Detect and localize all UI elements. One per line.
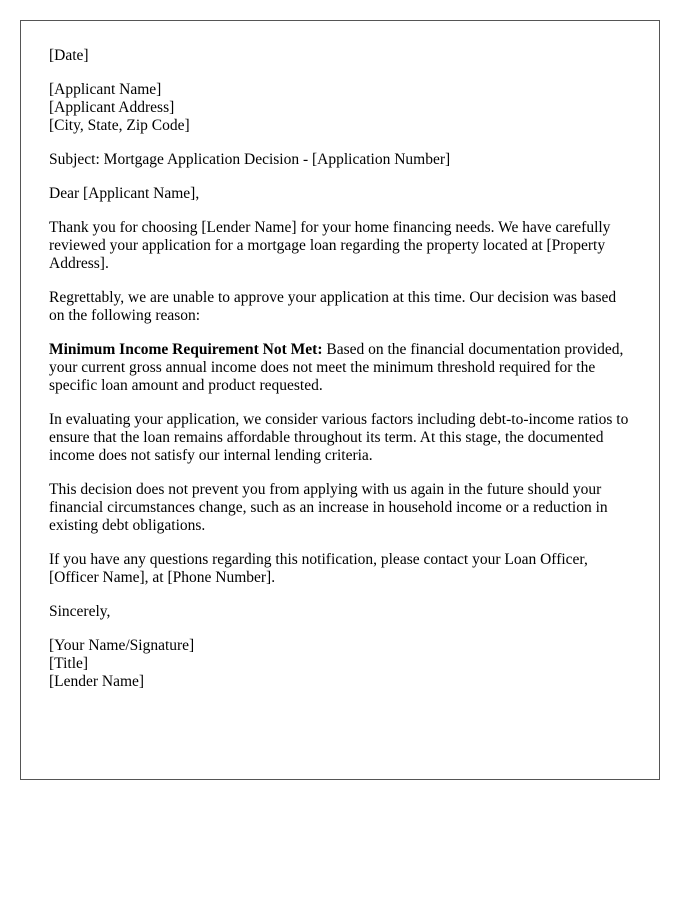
letter-date: [Date] xyxy=(49,47,89,64)
letter-subject: Subject: Mortgage Application Decision - [Application Number] xyxy=(49,151,451,168)
reason-body: Based on the financial documentation provided, your current gross annual income does not meet the minimum threshold required for the specific loan amount and product requested. xyxy=(49,341,624,394)
letter-closing: Sincerely, xyxy=(49,603,111,620)
paragraph-evaluation: In evaluating your application, we consider various factors including debt-to-income ratios to ensure that the loan remains affordable throughout its term. At this stage, the documented income does not satisfy our internal lending criteria. xyxy=(49,411,629,464)
paragraph-contact: If you have any questions regarding this notification, please contact your Loan Officer, [Officer Name], at [Phone Number]. xyxy=(49,551,588,586)
recipient-name: [Applicant Name] xyxy=(49,81,162,98)
letter-salutation: Dear [Applicant Name], xyxy=(49,185,200,202)
recipient-block xyxy=(49,81,631,135)
signature-name: [Your Name/Signature] xyxy=(49,637,195,654)
recipient-address: [Applicant Address] xyxy=(49,99,175,116)
signature-title: [Title] xyxy=(49,655,89,672)
reason-heading: Minimum Income Requirement Not Met: xyxy=(49,341,323,358)
recipient-city: [City, State, Zip Code] xyxy=(49,117,190,134)
signature-block xyxy=(49,637,631,691)
paragraph-reason xyxy=(49,341,631,395)
signature-lender: [Lender Name] xyxy=(49,673,145,690)
paragraph-thanks: Thank you for choosing [Lender Name] for your home financing needs. We have carefully reviewed your application for a mortgage loan regarding the property located at [Property Address]. xyxy=(49,219,611,272)
paragraph-regret: Regrettably, we are unable to approve your application at this time. Our decision was based on the following reason: xyxy=(49,289,617,324)
letter-page xyxy=(20,20,660,780)
paragraph-reapply: This decision does not prevent you from applying with us again in the future should your financial circumstances change, such as an increase in household income or a reduction in existing debt obligations. xyxy=(49,481,608,534)
